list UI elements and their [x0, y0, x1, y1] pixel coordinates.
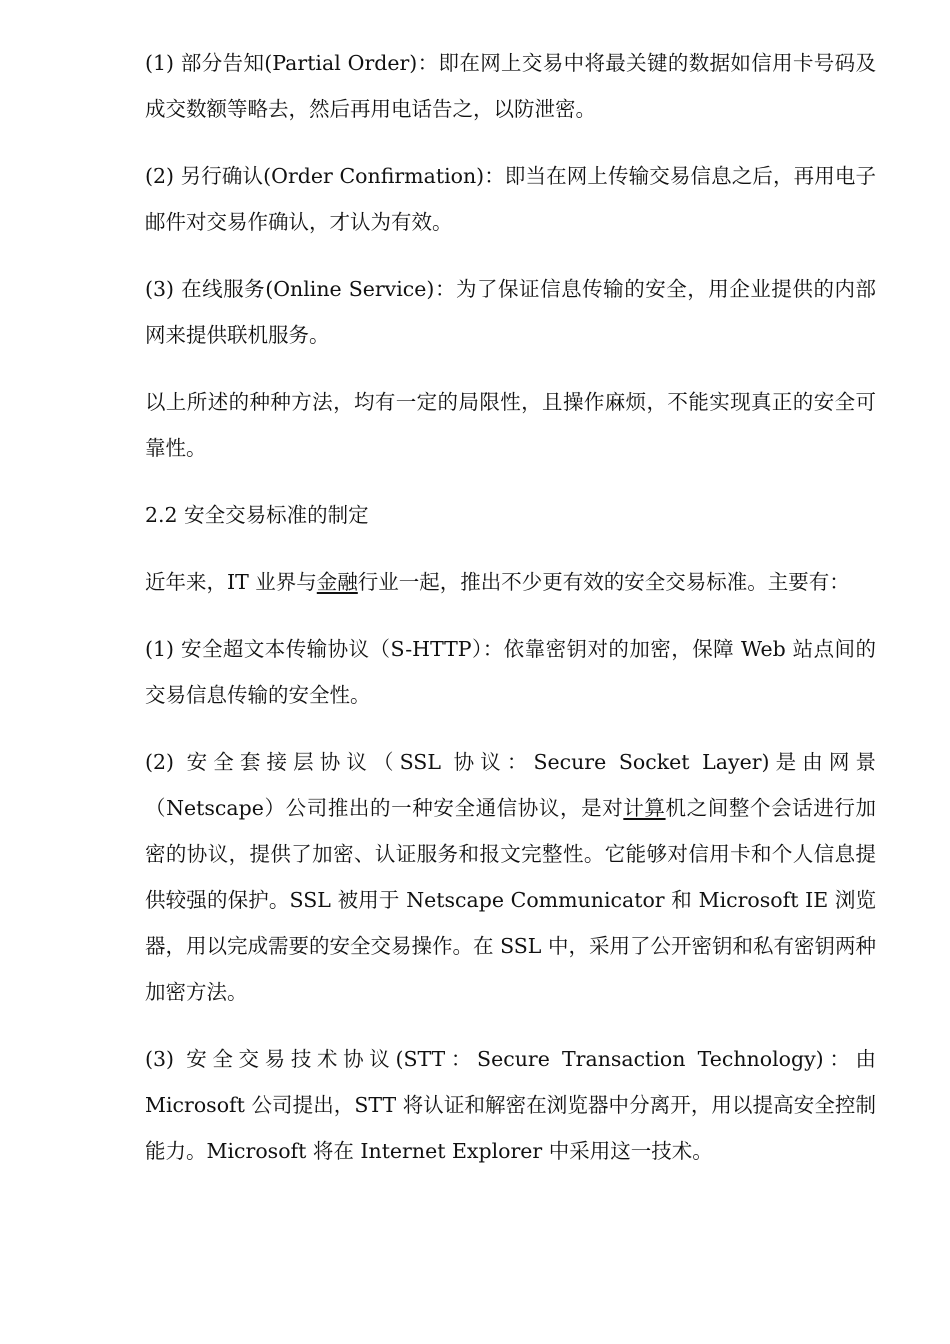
paragraph-partial-order [145, 40, 876, 132]
paragraph-stt [145, 1036, 876, 1174]
underlined-term-finance: 金融 [316, 570, 358, 594]
text-segment: (3) 在线服务(Online Service)：为了保证信息传输的安全，用企业提供的内部网来提供联机服务。 [145, 277, 876, 347]
text-segment: 机之间整个会话进行加密的协议，提供了加密、认证服务和报文完整性。它能够对信用卡和个人信息提供较强的保护。SSL 被用于 Netscape Communicator 和 Microsoft IE 浏览器，用以完成需要的安全交易操作。在 SSL 中，采用了公开密钥和私有密钥两种加密方法。 [145, 796, 877, 1004]
paragraph-limitations [145, 379, 876, 471]
underlined-term-computing: 计算 [623, 796, 666, 820]
text-segment: 2.2 安全交易标准的制定 [145, 503, 369, 527]
paragraph-order-confirmation [145, 153, 876, 245]
paragraph-s-http [145, 626, 876, 718]
text-segment: (3) 安全交易技术协议(STT：Secure Transaction Technology)：由 Microsoft 公司提出，STT 将认证和解密在浏览器中分离开，用以提高安全控制能力。Microsoft 将在 Internet Explorer 中采用这一技术。 [145, 1047, 876, 1163]
document-page [145, 40, 876, 1195]
text-segment: 行业一起，推出不少更有效的安全交易标准。主要有： [357, 570, 850, 594]
text-segment: (1) 部分告知(Partial Order)：即在网上交易中将最关键的数据如信用卡号码及成交数额等略去，然后再用电话告之，以防泄密。 [145, 51, 876, 121]
text-segment: (2) 另行确认(Order Confirmation)：即当在网上传输交易信息之后，再用电子邮件对交易作确认，才认为有效。 [145, 164, 876, 234]
paragraph-ssl [145, 739, 876, 1015]
text-segment: 近年来，IT 业界与 [145, 570, 317, 594]
text-segment: (1) 安全超文本传输协议（S-HTTP）：依靠密钥对的加密，保障 Web 站点间的交易信息传输的安全性。 [145, 637, 876, 707]
text-segment: (2) 安全套接层协议（SSL 协议：Secure Socket Layer)是由网景（Netscape）公司推出的一种安全通信协议，是对 [145, 750, 876, 820]
paragraph-standards-intro [145, 559, 876, 605]
section-heading [145, 492, 876, 538]
text-segment: 以上所述的种种方法，均有一定的局限性，且操作麻烦，不能实现真正的安全可靠性。 [145, 390, 876, 460]
paragraph-online-service [145, 266, 876, 358]
